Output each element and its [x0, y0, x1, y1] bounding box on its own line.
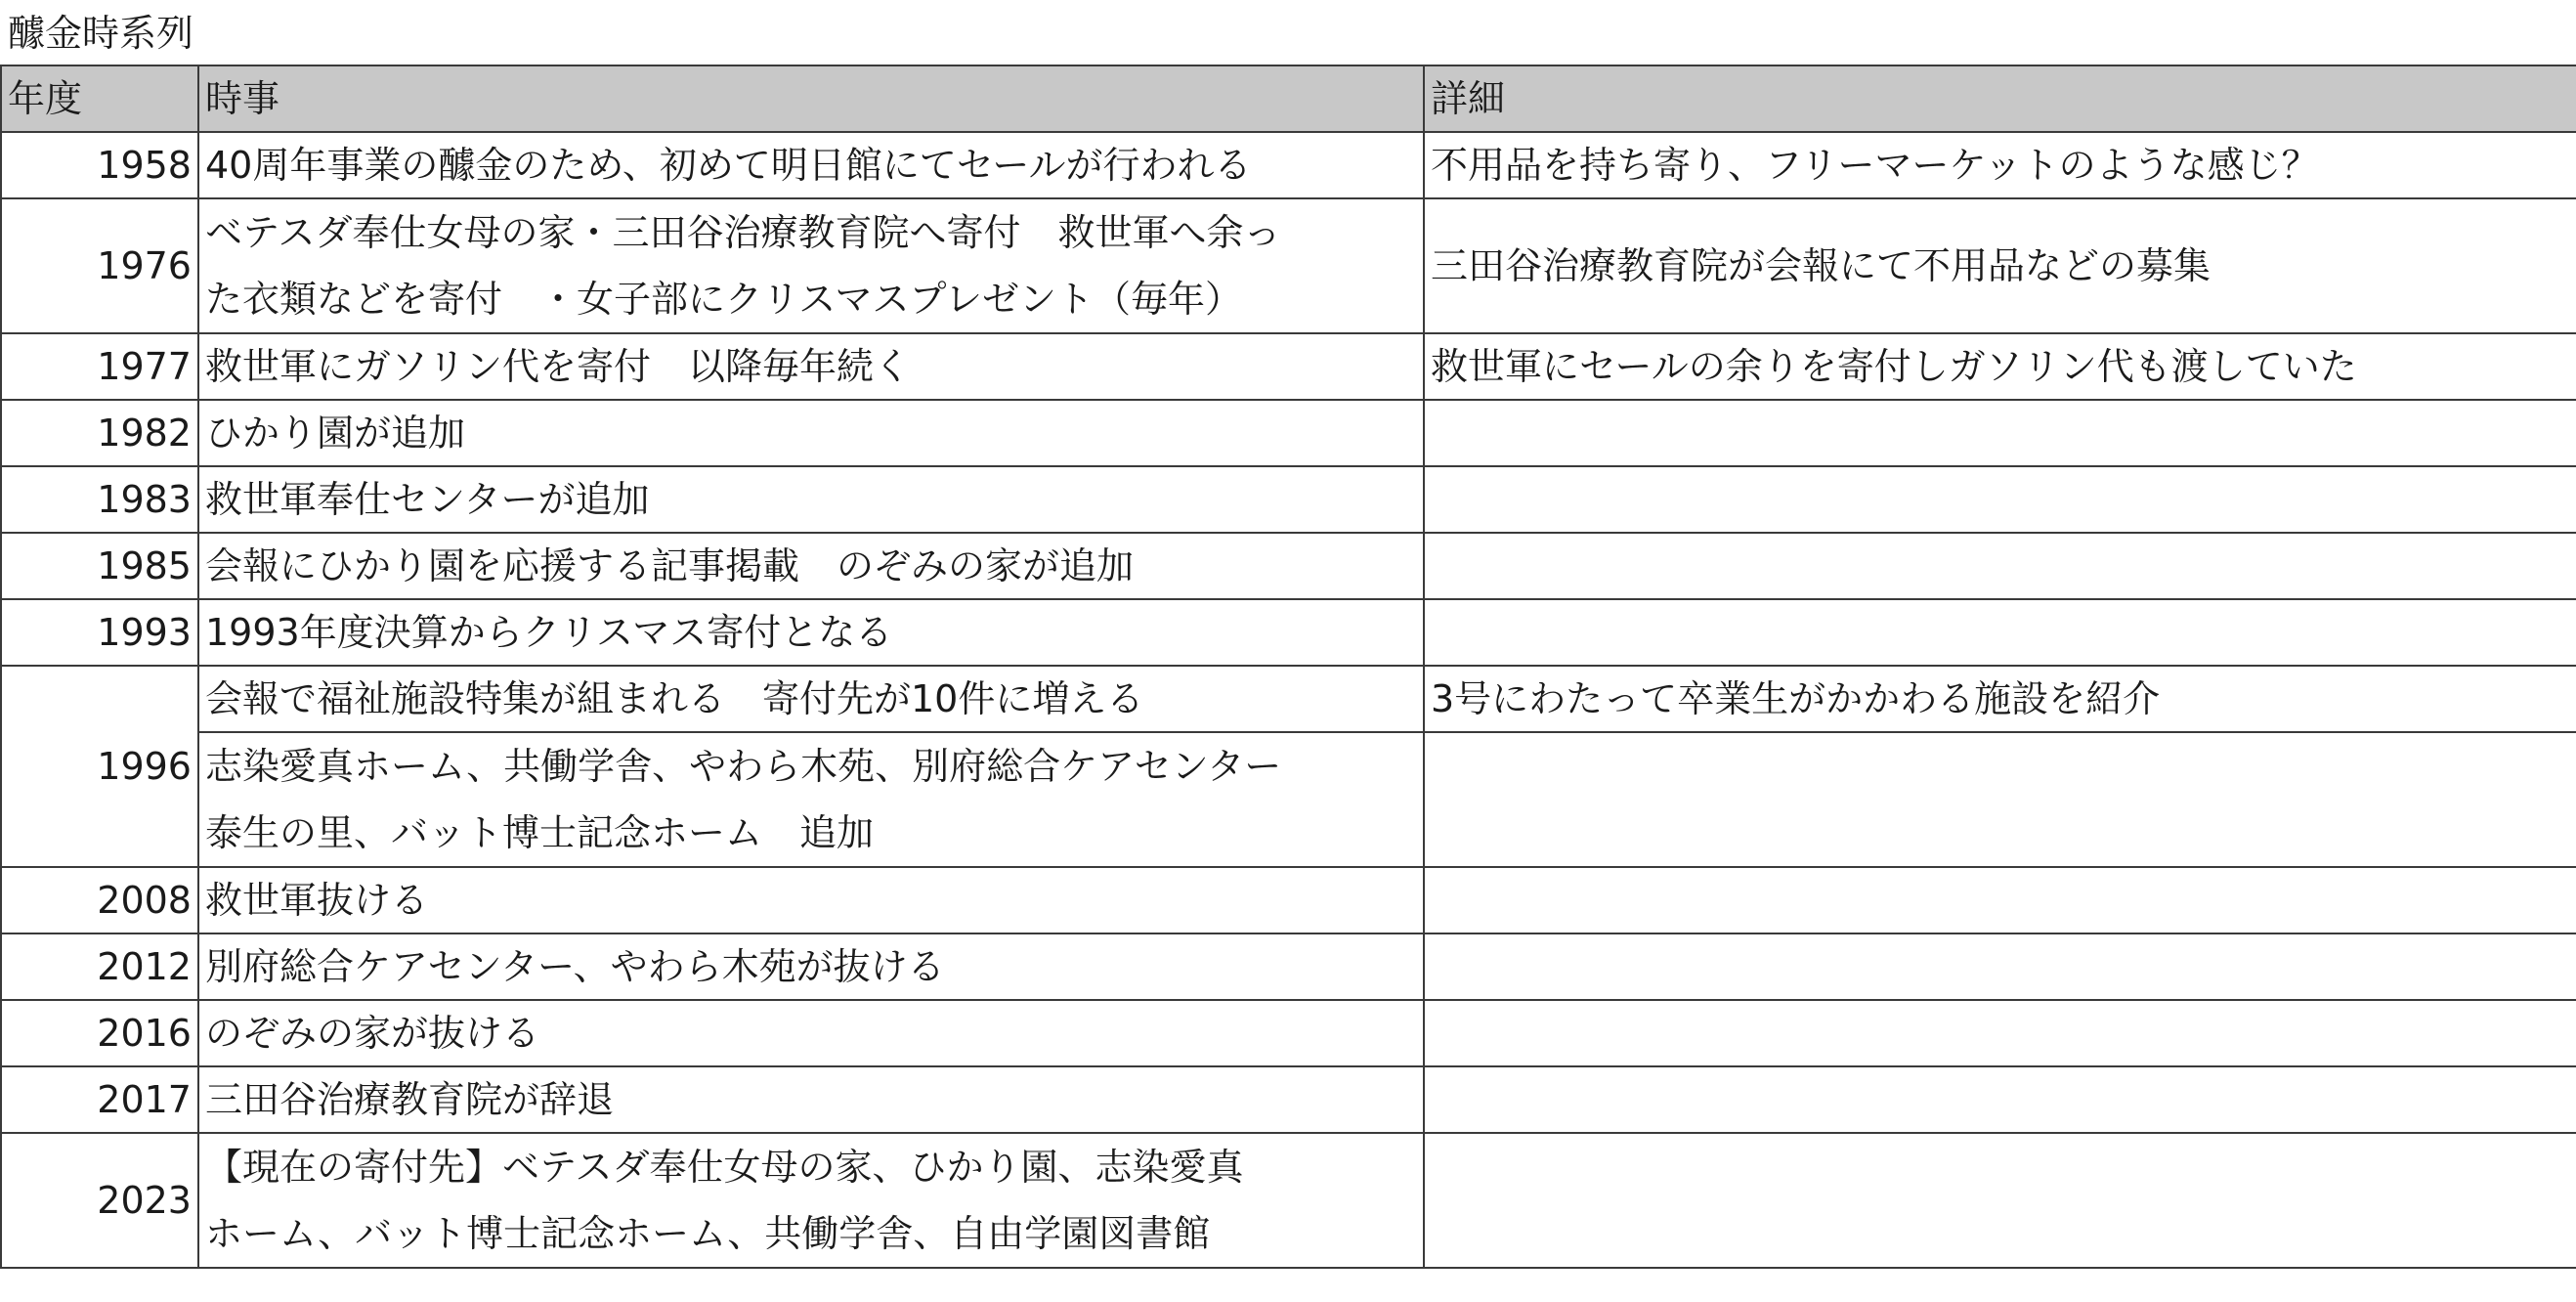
detail-cell[interactable]: 3号にわたって卒業生がかかわる施設を紹介 [1424, 666, 2576, 732]
table-row [1, 1066, 2576, 1133]
table-row [1, 867, 2576, 933]
timeline-table [0, 65, 2576, 1269]
event-cell[interactable] [198, 198, 1424, 333]
sheet-title: 醵金時系列 [8, 12, 194, 55]
event-line: ホーム、バット博士記念ホーム、共働学舎、自由学園図書館 [205, 1212, 1211, 1255]
event-cell[interactable] [198, 1133, 1424, 1268]
event-cell[interactable]: 会報で福祉施設特集が組まれる 寄付先が10件に増える [198, 666, 1424, 732]
event-line: 【現在の寄付先】ベテスダ奉仕女母の家、ひかり園、志染愛真 [205, 1146, 1244, 1189]
event-cell[interactable]: 会報にひかり園を応援する記事掲載 のぞみの家が追加 [198, 533, 1424, 599]
table-row [1, 400, 2576, 466]
year-cell[interactable]: 1977 [1, 333, 198, 400]
event-cell[interactable]: 救世軍奉仕センターが追加 [198, 466, 1424, 533]
event-cell[interactable]: のぞみの家が抜ける [198, 1000, 1424, 1066]
year-cell[interactable]: 1983 [1, 466, 198, 533]
year-cell[interactable]: 2008 [1, 867, 198, 933]
year-cell[interactable]: 1982 [1, 400, 198, 466]
year-cell[interactable]: 2023 [1, 1133, 198, 1268]
detail-cell[interactable] [1424, 933, 2576, 1000]
event-cell[interactable]: 1993年度決算からクリスマス寄付となる [198, 599, 1424, 666]
event-cell[interactable]: ひかり園が追加 [198, 400, 1424, 466]
header-event[interactable]: 時事 [198, 65, 1424, 132]
table-row [1, 1133, 2576, 1268]
event-cell[interactable]: 三田谷治療教育院が辞退 [198, 1066, 1424, 1133]
detail-cell[interactable]: 救世軍にセールの余りを寄付しガソリン代も渡していた [1424, 333, 2576, 400]
table-row [1, 1000, 2576, 1066]
detail-cell[interactable] [1424, 400, 2576, 466]
event-line: ベテスダ奉仕女母の家・三田谷治療教育院へ寄付 救世軍へ余っ [205, 211, 1281, 254]
detail-cell[interactable] [1424, 1133, 2576, 1268]
event-line: 志染愛真ホーム、共働学舎、やわら木苑、別府総合ケアセンター [205, 745, 1282, 788]
year-cell[interactable]: 2016 [1, 1000, 198, 1066]
year-cell[interactable]: 1976 [1, 198, 198, 333]
detail-cell[interactable] [1424, 533, 2576, 599]
year-cell[interactable]: 1985 [1, 533, 198, 599]
detail-cell[interactable]: 三田谷治療教育院が会報にて不用品などの募集 [1424, 198, 2576, 333]
table-row [1, 666, 2576, 732]
header-year[interactable]: 年度 [1, 65, 198, 132]
table-row [1, 533, 2576, 599]
event-line: 泰生の里、バット博士記念ホーム 追加 [205, 811, 875, 854]
year-cell[interactable]: 2012 [1, 933, 198, 1000]
detail-cell[interactable] [1424, 1066, 2576, 1133]
year-cell[interactable]: 1996 [1, 666, 198, 867]
table-row [1, 132, 2576, 198]
detail-cell[interactable] [1424, 1000, 2576, 1066]
detail-cell[interactable] [1424, 732, 2576, 867]
event-line: た衣類などを寄付 ・女子部にクリスマスプレゼント（毎年） [205, 278, 1242, 321]
table-row [1, 198, 2576, 333]
detail-cell[interactable]: 不用品を持ち寄り、フリーマーケットのような感じ？ [1424, 132, 2576, 198]
event-cell[interactable] [198, 732, 1424, 867]
event-cell[interactable]: 別府総合ケアセンター、やわら木苑が抜ける [198, 933, 1424, 1000]
year-cell[interactable]: 1958 [1, 132, 198, 198]
detail-cell[interactable] [1424, 867, 2576, 933]
event-cell[interactable]: 救世軍抜ける [198, 867, 1424, 933]
detail-cell[interactable] [1424, 599, 2576, 666]
header-detail[interactable]: 詳細 [1424, 65, 2576, 132]
year-cell[interactable]: 1993 [1, 599, 198, 666]
header-row [1, 65, 2576, 132]
table-row [1, 466, 2576, 533]
table-row [1, 599, 2576, 666]
table-row [1, 333, 2576, 400]
event-cell[interactable]: 40周年事業の醵金のため、初めて明日館にてセールが行われる [198, 132, 1424, 198]
year-cell[interactable]: 2017 [1, 1066, 198, 1133]
detail-cell[interactable] [1424, 466, 2576, 533]
table-row [1, 732, 2576, 867]
event-cell[interactable]: 救世軍にガソリン代を寄付 以降毎年続く [198, 333, 1424, 400]
table-row [1, 933, 2576, 1000]
